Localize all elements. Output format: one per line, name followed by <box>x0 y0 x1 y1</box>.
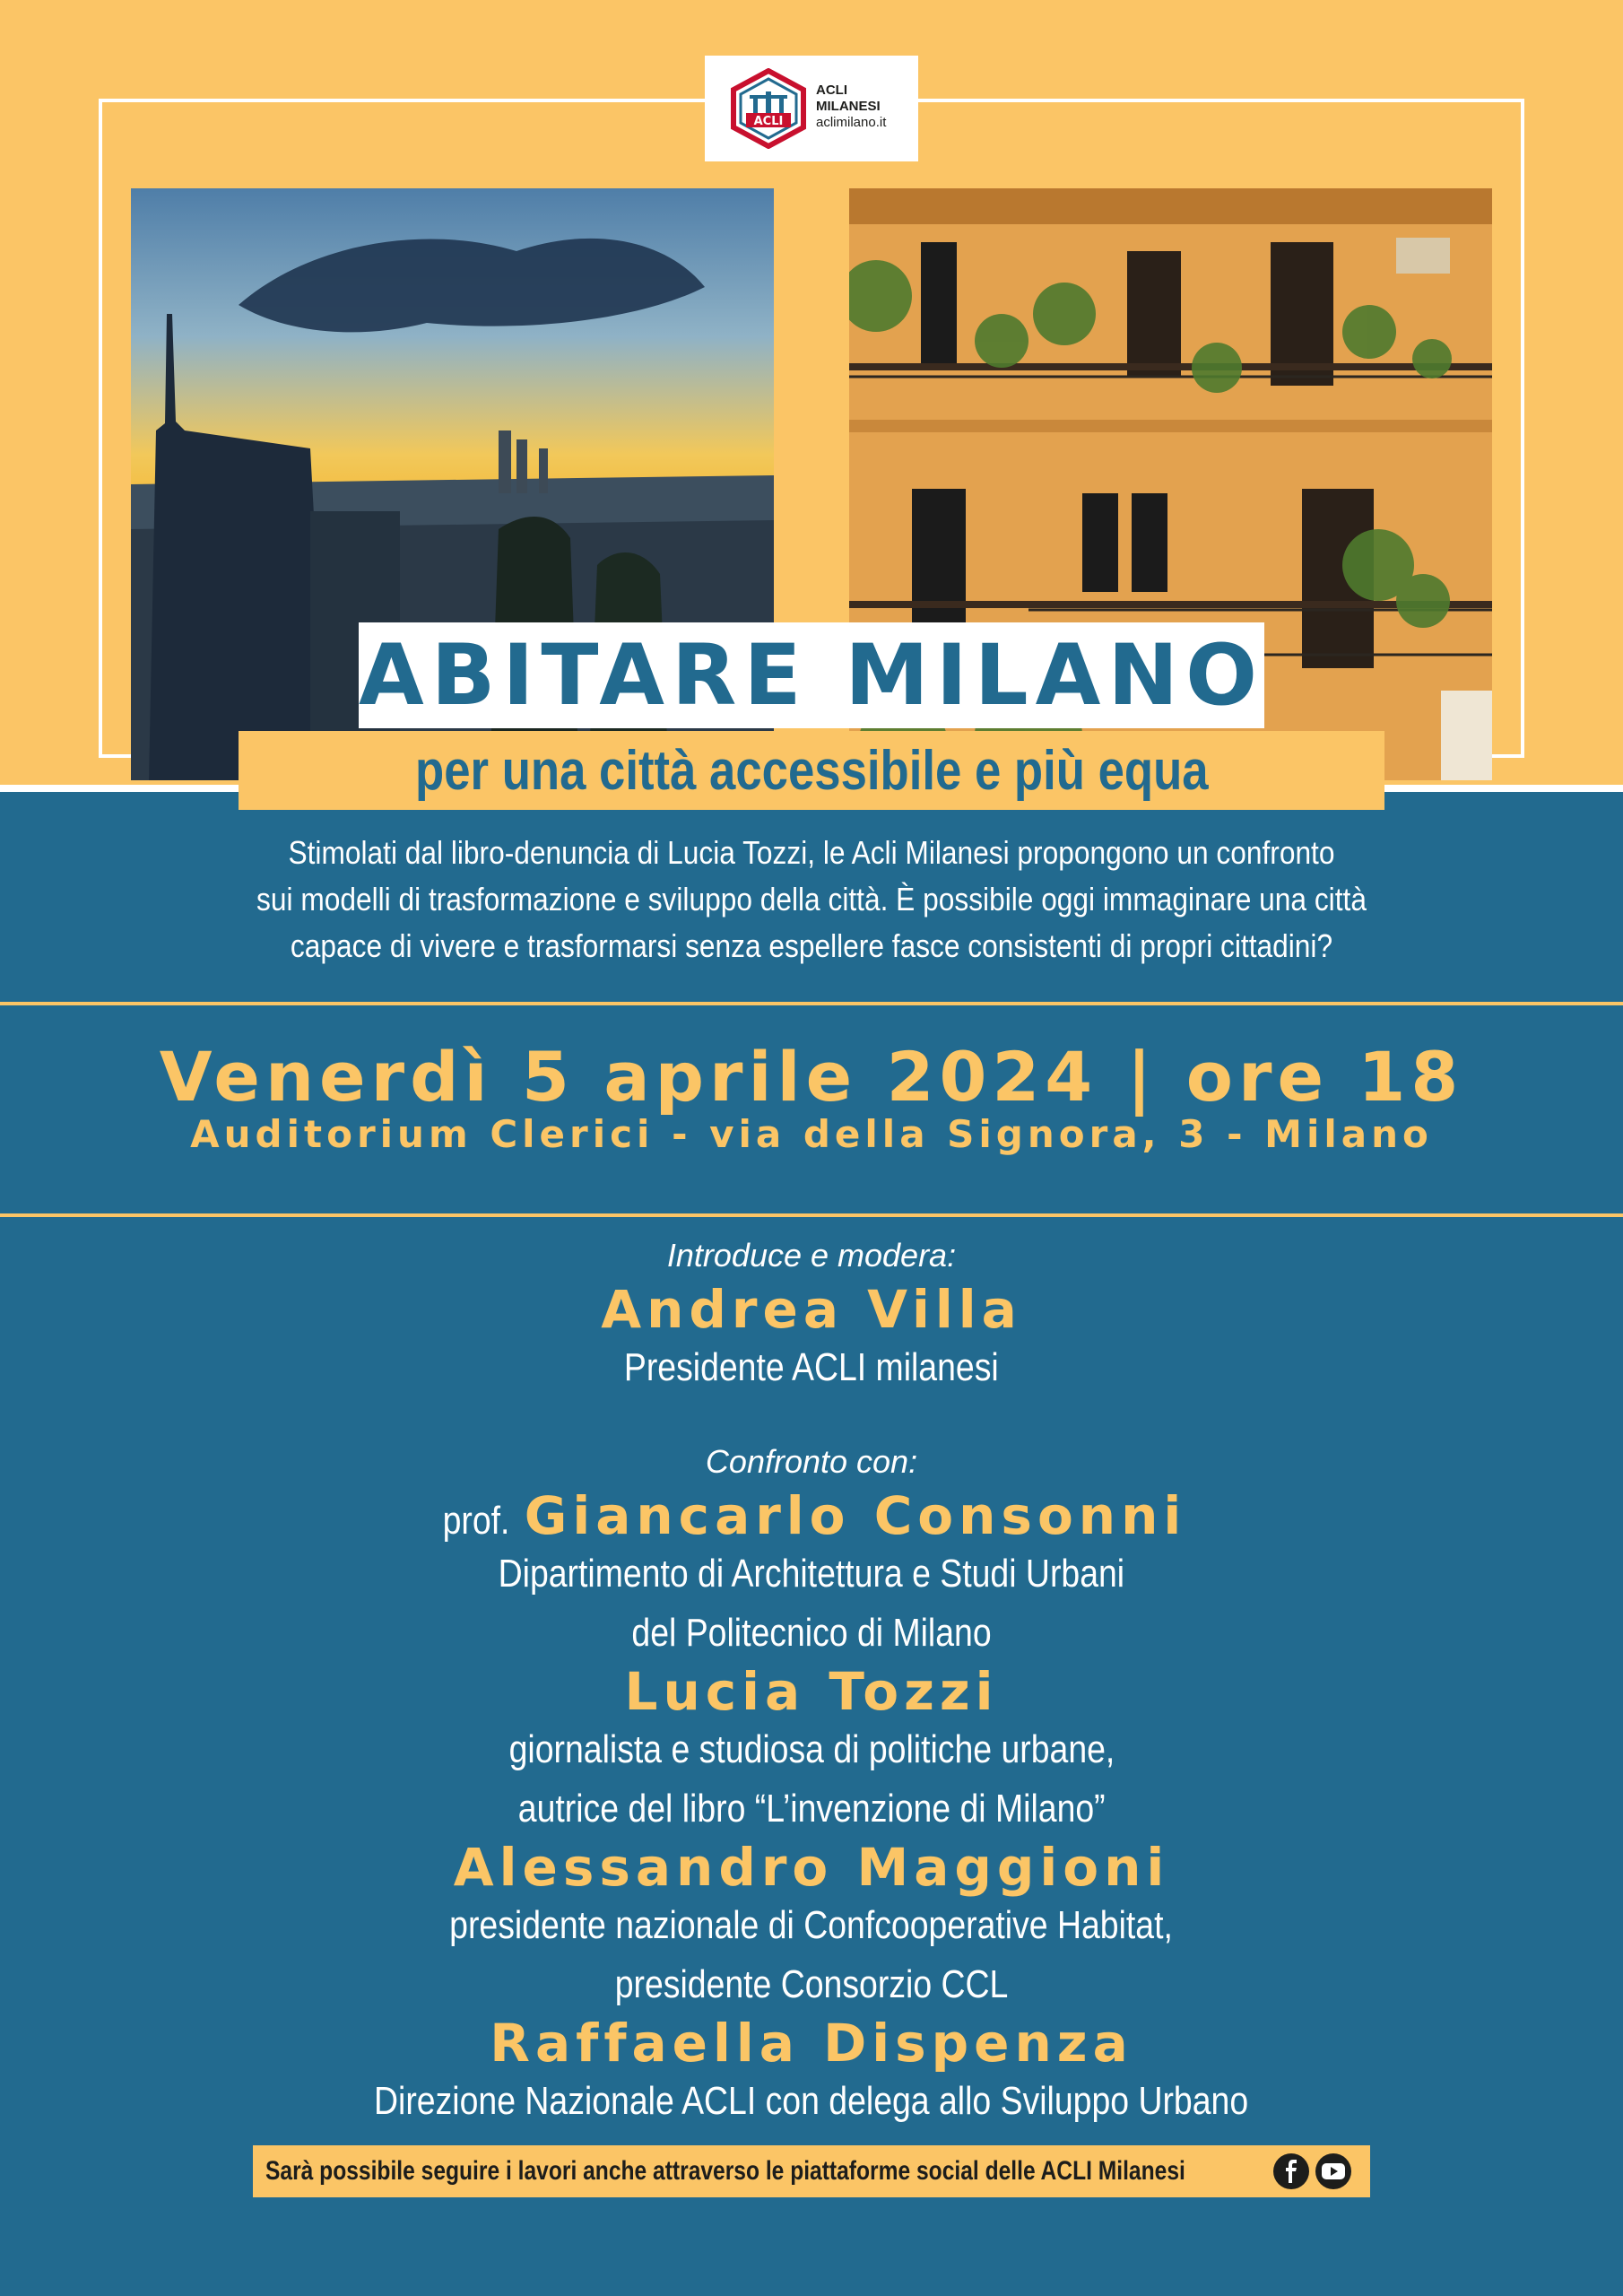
speaker-role: Direzione Nazionale ACLI con delega allo Sviluppo Urbano <box>374 2079 1249 2123</box>
moderator-role: Presidente ACLI milanesi <box>624 1345 999 1389</box>
speaker-prefix: prof. <box>442 1499 510 1543</box>
footer-text: Sarà possibile seguire i lavori anche attraverso le piattaforme social delle ACLI Milanesi <box>265 2156 1185 2186</box>
speaker-role: presidente nazionale di Confcooperative Habitat, <box>449 1903 1174 1947</box>
speaker-name-text: Giancarlo Consonni <box>524 1485 1187 1546</box>
subtitle-box <box>239 731 1384 810</box>
youtube-icon[interactable] <box>1315 2153 1351 2189</box>
event-place: Auditorium Clerici - via della Signora, 3 - Milano <box>190 1112 1433 1156</box>
acli-logo-mark: ACLI <box>753 115 784 128</box>
speaker-role: Dipartimento di Architettura e Studi Urbani <box>498 1552 1125 1596</box>
intro-line: sui modelli di trasformazione e sviluppo della città. È possibile oggi immaginare una città <box>256 881 1367 918</box>
acli-logo <box>705 56 918 161</box>
speakers-section <box>0 1231 1623 2131</box>
rule-bottom <box>0 1213 1623 1217</box>
moderator-name: Andrea Villa <box>601 1279 1022 1340</box>
logo-url: aclimilano.it <box>816 115 887 130</box>
event-subtitle: per una città accessibile e più equa <box>414 739 1209 802</box>
moderator-label: Introduce e modera: <box>666 1237 957 1274</box>
event-date: Venerdì 5 aprile 2024 | ore 18 <box>159 1037 1464 1117</box>
title-box <box>359 622 1264 728</box>
panel-label: Confronto con: <box>705 1443 918 1480</box>
facebook-icon[interactable] <box>1273 2153 1309 2189</box>
speaker-role: giornalista e studiosa di politiche urbane, <box>508 1727 1115 1771</box>
speaker-role: del Politecnico di Milano <box>631 1611 992 1655</box>
speaker-role: autrice del libro “L’invenzione di Milano” <box>517 1787 1106 1831</box>
intro-paragraph <box>0 830 1623 970</box>
speaker-name: Raffaella Dispenza <box>490 2013 1133 2074</box>
intro-line: Stimolati dal libro-denuncia di Lucia Tozzi, le Acli Milanesi propongono un confronto <box>288 834 1335 871</box>
acli-hexagon-icon <box>730 68 807 149</box>
speaker-name: Alessandro Maggioni <box>453 1837 1170 1898</box>
intro-line: capace di vivere e trasformarsi senza espellere fasce consistenti di propri cittadini? <box>290 927 1333 964</box>
speaker-role: presidente Consorzio CCL <box>614 1962 1009 2006</box>
footer-bar <box>253 2145 1370 2197</box>
speaker-name <box>0 1487 1623 1544</box>
logo-line2: MILANESI <box>816 99 881 114</box>
speaker-name: Lucia Tozzi <box>624 1661 999 1722</box>
rule-top <box>0 1002 1623 1005</box>
logo-line1: ACLI <box>816 83 847 98</box>
event-title: ABITARE MILANO <box>359 626 1265 725</box>
